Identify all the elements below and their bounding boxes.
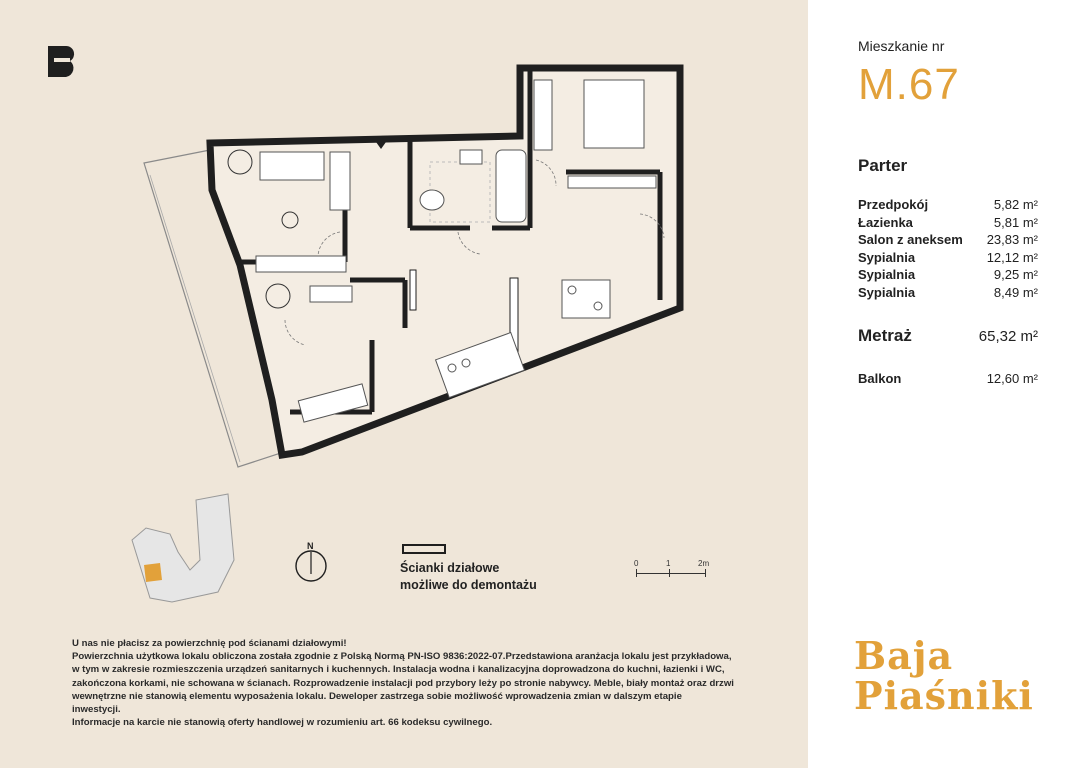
unit-number: M.67 <box>858 60 960 109</box>
room-list <box>858 196 1038 302</box>
room-row <box>858 196 1038 214</box>
scale-line <box>636 573 706 574</box>
room-name: Przedpokój <box>858 197 929 212</box>
balcony-area <box>858 371 1038 386</box>
dining-table <box>562 280 610 318</box>
room-row <box>858 249 1038 267</box>
room-name: Łazienka <box>858 214 913 230</box>
total-area-label: Metraż <box>858 326 912 345</box>
scale-mark <box>669 569 670 577</box>
room-name: Sypialnia <box>858 249 916 265</box>
room-area: 5,82 m² <box>993 197 1038 212</box>
legend-swatch <box>402 544 446 554</box>
total-area-value: 65,32 m² <box>978 328 1038 345</box>
site-keyplan <box>132 494 234 602</box>
room-area: 23,83 m² <box>986 232 1038 248</box>
disclaimer-headline: U nas nie płacisz za powierzchnię pod ścianami działowymi! <box>72 638 347 649</box>
disclaimer <box>72 637 762 729</box>
scale-bar <box>634 559 714 579</box>
legend-line-2: możliwe do demontażu <box>400 578 537 592</box>
total-area <box>858 326 1038 346</box>
legend <box>400 560 600 594</box>
room-area: 9,25 m² <box>993 267 1038 283</box>
legend-line-1: Ścianki działowe <box>400 561 500 575</box>
compass-label: N <box>307 541 314 551</box>
room-name: Salon z aneksem <box>858 232 963 248</box>
bathtub <box>496 150 526 222</box>
room-area: 8,49 m² <box>993 284 1038 300</box>
scale-mark <box>636 569 637 577</box>
brand-line-1: Baja <box>854 633 954 678</box>
bed-master <box>584 80 644 148</box>
scale-tick-2: 2m <box>698 559 710 568</box>
balcony-label: Balkon <box>858 371 902 386</box>
room-name: Sypialnia <box>858 284 916 300</box>
compass-icon <box>296 551 326 581</box>
floor-name: Parter <box>858 156 908 175</box>
scale-tick-1: 1 <box>666 559 671 568</box>
scale-mark <box>705 569 706 577</box>
disclaimer-offer: Informacje na karcie nie stanowią oferty handlowej w rozumieniu art. 66 kodeksu cywilnego. <box>72 717 493 729</box>
unit-label: Mieszkanie nr <box>858 38 945 54</box>
brand-line-2: Piaśniki <box>854 673 1034 718</box>
scale-tick-0: 0 <box>634 559 639 568</box>
room-area: 12,12 m² <box>986 249 1038 265</box>
room-area: 5,81 m² <box>993 214 1038 230</box>
room-name: Sypialnia <box>858 267 916 283</box>
room-row <box>858 266 1038 284</box>
brand-logo <box>854 633 1034 718</box>
room-row <box>858 214 1038 232</box>
disclaimer-body: Powierzchnia użytkowa lokalu obliczona została zgodnie z Polską Normą PN-ISO 9836:2022-07.Przedstawiona aranżacja lokalu jest przykładowa, w tym w zakresie rozmieszczenia urządzeń sanitarnych i kuchennych. Instalacja wodna i kanalizacyjna doprowadzona do kuchni, łazienki i WC, zakończona korkami, nie schowana w ścianach. Rozprowadzenie instalacji pod przybory leży po stronie nabywcy. Meble, biały montaż oraz drzwi wewnętrzne nie stanowią elementu wyposażenia lokalu. Deweloper zastrzega sobie możliwość wprowadzenia zmian w dalszym etapie inwestycji. <box>72 651 734 716</box>
balcony-value: 12,60 m² <box>986 371 1038 386</box>
room-row <box>858 284 1038 302</box>
room-row <box>858 231 1038 249</box>
